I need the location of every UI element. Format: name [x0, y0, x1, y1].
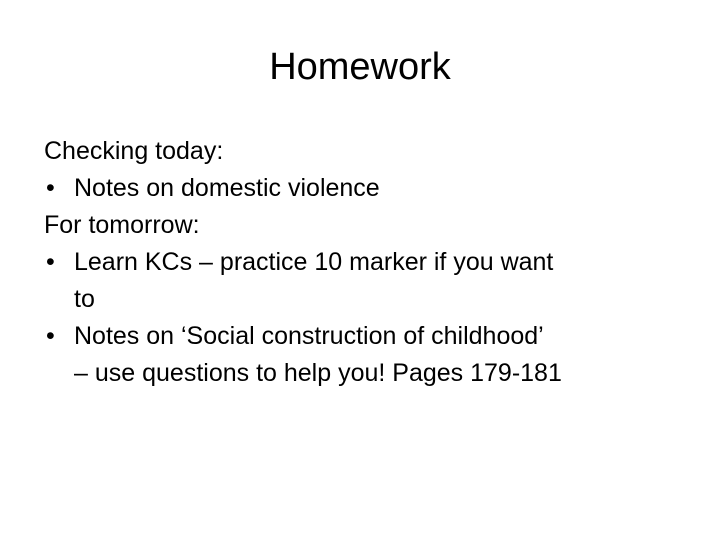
bullet-text: Notes on domestic violence	[74, 174, 380, 202]
bullet-marker: •	[46, 322, 55, 350]
bullet-marker: •	[46, 248, 55, 276]
section-heading-checking-today: Checking today:	[44, 137, 224, 165]
bullet-item-learn-kcs	[44, 244, 684, 318]
bullet-item-domestic-violence	[44, 170, 684, 207]
bullet-text-line: – use questions to help you! Pages 179-181	[74, 359, 562, 387]
bullet-text	[74, 244, 684, 318]
bullet-item-social-construction	[44, 318, 684, 392]
bullet-text	[74, 318, 684, 392]
bullet-text-line: to	[74, 285, 95, 313]
slide-title: Homework	[269, 46, 451, 88]
slide-body	[44, 133, 684, 392]
bullet-marker: •	[46, 174, 55, 202]
section-heading-for-tomorrow: For tomorrow:	[44, 211, 200, 239]
bullet-text-line: Notes on ‘Social construction of childhood’	[74, 322, 544, 350]
bullet-text-line: Learn KCs – practice 10 marker if you want	[74, 248, 554, 276]
